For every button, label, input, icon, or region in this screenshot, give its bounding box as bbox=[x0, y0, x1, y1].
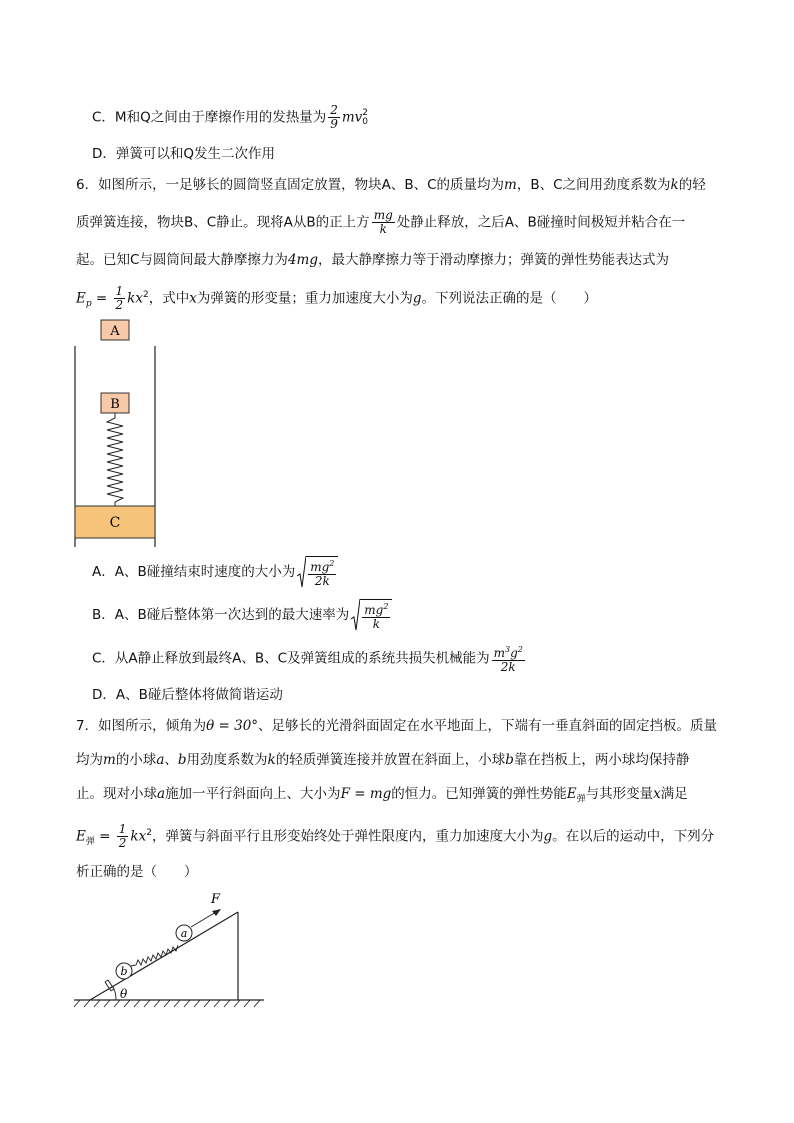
ball-a-label: a bbox=[180, 927, 188, 940]
q6-option-a: A．A、B碰撞结束时速度的大小为 $\frac{mg^2}{2k}$ bbox=[92, 556, 338, 588]
q6-figure-cylinder bbox=[60, 316, 170, 552]
q7-stem-line2: 均为m的小球a、b用劲度系数为k的轻质弹簧连接并放置在斜面上，小球b靠在挡板上，两小球均保持静 bbox=[76, 752, 690, 768]
block-a-label: A bbox=[110, 324, 120, 339]
fraction: $\frac{1}{2}$ bbox=[115, 284, 124, 312]
q6-stem-line1: 6．如图所示，一足够长的圆筒竖直固定放置，物块A、B、C的质量均为m，B、C之间用劲度系数为k的轻 bbox=[76, 177, 706, 193]
stopper-plate bbox=[105, 980, 114, 991]
q7-stem-line5: 析正确的是（ ） bbox=[76, 864, 198, 880]
ground-hatching bbox=[74, 1000, 260, 1007]
prev-option-c: C．M和Q之间由于摩擦作用的发热量为 $\frac{2}{9}$ mv 2 0 bbox=[92, 103, 369, 131]
block-b-label: B bbox=[110, 397, 120, 412]
q6-stem-line3: 起。已知C与圆筒间最大静摩擦力为4mg，最大静摩擦力等于滑动摩擦力；弹簧的弹性势能表达式为 bbox=[76, 252, 669, 268]
fraction: $\frac{1}{2}$ bbox=[118, 822, 127, 850]
q6-stem-line4: $E_p$ = $\frac{1}{2}$ $kx^2$，式中x为弹簧的形变量；重力加速度大小为g。下列说法正确的是（ ） bbox=[76, 284, 597, 312]
force-arrow-shaft bbox=[191, 912, 216, 927]
fraction: $\frac{2}{9}$ bbox=[330, 103, 338, 131]
prev-option-d: D．弹簧可以和Q发生二次作用 bbox=[92, 146, 276, 162]
theta-label: θ bbox=[120, 987, 128, 1001]
q6-option-b: B．A、B碰后整体第一次达到的最大速率为 $\frac{mg^2}{k}$ bbox=[92, 599, 392, 631]
q6-option-c: C．从A静止释放到最终A、B、C及弹簧组成的系统共损失机械能为 $\frac{m^3g^2}{2k}$ bbox=[92, 645, 523, 674]
spring bbox=[131, 945, 178, 966]
force-label: F bbox=[211, 892, 221, 907]
sqrt: $\frac{mg^2}{2k}$ bbox=[297, 556, 338, 588]
fraction: $\frac{mg}{k}$ bbox=[373, 208, 393, 236]
q6-option-d: D．A、B碰后整体将做简谐运动 bbox=[92, 687, 283, 703]
force-arrow-head bbox=[212, 909, 221, 916]
q7-stem-line3: 止。现对小球a施加一平行斜面向上、大小为F = mg的恒力。已知弹簧的弹性势能$E_弹$与其形变量x满足 bbox=[76, 786, 688, 805]
fraction: $\frac{m^3g^2}{2k}$ bbox=[493, 645, 523, 674]
q7-figure-incline bbox=[66, 890, 276, 1020]
spring bbox=[107, 413, 123, 506]
ball-b-label: b bbox=[120, 965, 128, 978]
sqrt: $\frac{mg^2}{k}$ bbox=[351, 599, 392, 631]
q7-stem-line1: 7．如图所示，倾角为θ = 30°、足够长的光滑斜面固定在水平地面上，下端有一垂直斜面的固定挡板。质量 bbox=[76, 718, 718, 734]
q7-stem-line4: $E_弹$ = $\frac{1}{2}$ $kx^2$，弹簧与斜面平行且形变始终处于弹性限度内，重力加速度大小为g。在以后的运动中，下列分 bbox=[76, 822, 715, 850]
q6-stem-line2: 质弹簧连接，物块B、C静止。现将A从B的正上方 $\frac{mg}{k}$ 处静止释放，之后A、B碰撞时间极短并粘合在一 bbox=[76, 208, 686, 236]
block-c-label: C bbox=[109, 515, 121, 531]
